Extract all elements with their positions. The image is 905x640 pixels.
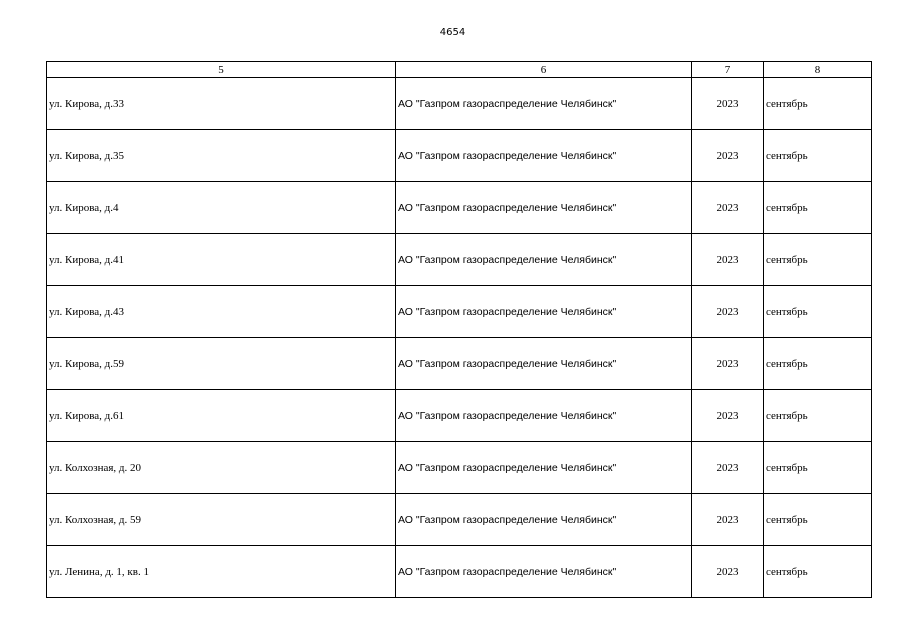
month-cell: сентябрь <box>764 338 872 390</box>
table-row <box>47 130 872 182</box>
table-row <box>47 78 872 130</box>
month-cell: сентябрь <box>764 286 872 338</box>
address-cell: ул. Кирова, д.59 <box>47 338 396 390</box>
table-row <box>47 442 872 494</box>
organization-cell: АО "Газпром газораспределение Челябинск" <box>396 78 692 130</box>
organization-cell: АО "Газпром газораспределение Челябинск" <box>396 130 692 182</box>
column-header-8: 8 <box>764 62 872 78</box>
column-header-7: 7 <box>692 62 764 78</box>
address-cell: ул. Кирова, д.41 <box>47 234 396 286</box>
month-cell: сентябрь <box>764 182 872 234</box>
column-header-5: 5 <box>47 62 396 78</box>
address-cell: ул. Кирова, д.61 <box>47 390 396 442</box>
schedule-table-container <box>46 61 872 598</box>
organization-cell: АО "Газпром газораспределение Челябинск" <box>396 286 692 338</box>
address-cell: ул. Колхозная, д. 59 <box>47 494 396 546</box>
month-cell: сентябрь <box>764 494 872 546</box>
organization-cell: АО "Газпром газораспределение Челябинск" <box>396 390 692 442</box>
month-cell: сентябрь <box>764 234 872 286</box>
address-cell: ул. Кирова, д.35 <box>47 130 396 182</box>
organization-cell: АО "Газпром газораспределение Челябинск" <box>396 338 692 390</box>
year-cell: 2023 <box>692 494 764 546</box>
year-cell: 2023 <box>692 546 764 598</box>
year-cell: 2023 <box>692 234 764 286</box>
month-cell: сентябрь <box>764 442 872 494</box>
organization-cell: АО "Газпром газораспределение Челябинск" <box>396 234 692 286</box>
year-cell: 2023 <box>692 338 764 390</box>
table-row <box>47 390 872 442</box>
table-row <box>47 494 872 546</box>
address-cell: ул. Кирова, д.4 <box>47 182 396 234</box>
table-row <box>47 286 872 338</box>
organization-cell: АО "Газпром газораспределение Челябинск" <box>396 546 692 598</box>
table-header-row <box>47 62 872 78</box>
table-row <box>47 546 872 598</box>
address-cell: ул. Кирова, д.33 <box>47 78 396 130</box>
organization-cell: АО "Газпром газораспределение Челябинск" <box>396 442 692 494</box>
page-number: 4654 <box>439 27 466 38</box>
month-cell: сентябрь <box>764 546 872 598</box>
table-row <box>47 234 872 286</box>
year-cell: 2023 <box>692 442 764 494</box>
month-cell: сентябрь <box>764 78 872 130</box>
schedule-table <box>46 61 872 598</box>
address-cell: ул. Ленина, д. 1, кв. 1 <box>47 546 396 598</box>
table-row <box>47 338 872 390</box>
year-cell: 2023 <box>692 286 764 338</box>
year-cell: 2023 <box>692 182 764 234</box>
year-cell: 2023 <box>692 390 764 442</box>
month-cell: сентябрь <box>764 390 872 442</box>
organization-cell: АО "Газпром газораспределение Челябинск" <box>396 494 692 546</box>
address-cell: ул. Кирова, д.43 <box>47 286 396 338</box>
column-header-6: 6 <box>396 62 692 78</box>
year-cell: 2023 <box>692 130 764 182</box>
year-cell: 2023 <box>692 78 764 130</box>
table-row <box>47 182 872 234</box>
month-cell: сентябрь <box>764 130 872 182</box>
organization-cell: АО "Газпром газораспределение Челябинск" <box>396 182 692 234</box>
address-cell: ул. Колхозная, д. 20 <box>47 442 396 494</box>
